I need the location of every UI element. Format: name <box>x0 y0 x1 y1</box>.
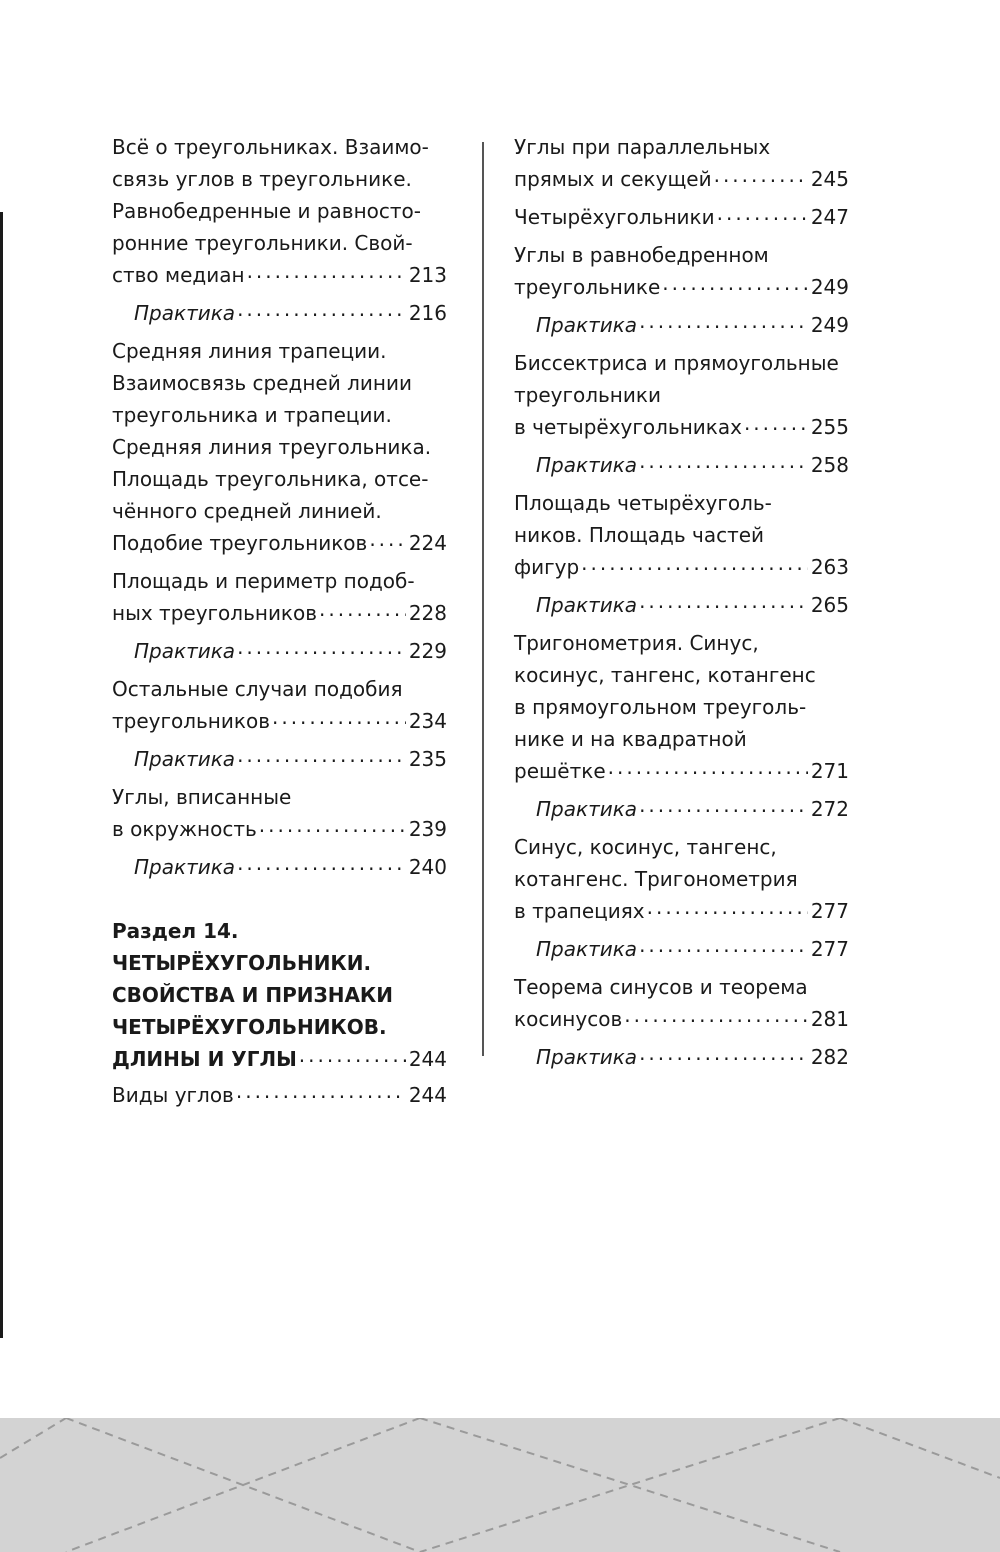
toc-entry-title-text: Остальные случаи подобия <box>112 677 403 701</box>
toc-entry-title-text: ство медиан <box>112 263 245 287</box>
toc-entry-title-text: Подобие треугольников <box>112 531 368 555</box>
toc-entry-title-text: связь углов в треугольнике. <box>112 167 412 191</box>
toc-entry-title-text: Практика <box>134 747 236 771</box>
toc-entry-line <box>112 1011 447 1043</box>
dot-leader <box>639 794 808 816</box>
toc-entry <box>112 565 447 629</box>
dot-leader <box>237 744 406 766</box>
toc-entry-line <box>112 1043 447 1075</box>
toc-page-number: 282 <box>810 1045 849 1069</box>
toc-page-number: 247 <box>810 205 849 229</box>
toc-page-number: 229 <box>408 639 447 663</box>
toc-entry-line <box>112 259 447 291</box>
toc-page-number: 244 <box>408 1083 447 1107</box>
toc-practice-entry <box>514 309 849 341</box>
toc-entry-line <box>112 335 447 367</box>
toc-entry <box>514 831 849 927</box>
toc-entry-title-text: котангенс. Тригонометрия <box>514 867 798 891</box>
dot-leader <box>237 298 406 320</box>
toc-entry-title-text: в четырёхугольниках <box>514 415 742 439</box>
dashed-crosshatch-pattern <box>0 1418 1000 1552</box>
toc-entry-title-text: Площадь четырёхуголь- <box>514 491 772 515</box>
toc-page-number: 277 <box>810 899 849 923</box>
toc-entry-title-text: Практика <box>134 855 236 879</box>
dot-leader <box>299 1044 406 1066</box>
toc-page-number: 244 <box>408 1047 447 1071</box>
toc-page-number: 245 <box>810 167 849 191</box>
toc-entry-title-text: прямых и секущей <box>514 167 712 191</box>
toc-entry <box>514 971 849 1035</box>
toc-entry-line <box>112 495 447 527</box>
dot-leader <box>259 814 406 836</box>
toc-entry-title-text: Практика <box>536 1045 638 1069</box>
toc-entry-line <box>112 979 447 1011</box>
toc-entry <box>514 487 849 583</box>
dot-leader <box>319 598 406 620</box>
dot-leader <box>639 450 808 472</box>
toc-entry <box>112 1079 447 1111</box>
toc-entry-line <box>514 379 849 411</box>
toc-page-number: 216 <box>408 301 447 325</box>
toc-entry-title-text: Углы, вписанные <box>112 785 292 809</box>
toc-entry-line <box>514 271 849 303</box>
toc-entry-line <box>514 487 849 519</box>
toc-entry-line <box>514 755 849 787</box>
toc-entry-title-text: в окружность <box>112 817 257 841</box>
toc-page-number: 281 <box>810 1007 849 1031</box>
toc-entry-title-text: ЧЕТЫРЁХУГОЛЬНИКОВ. <box>112 1015 387 1039</box>
dot-leader <box>247 260 406 282</box>
toc-entry-line <box>514 933 849 965</box>
toc-entry-title-text: Всё о треугольниках. Взаимо- <box>112 135 429 159</box>
toc-practice-entry <box>112 851 447 883</box>
toc-entry-line <box>514 793 849 825</box>
toc-entry-line <box>112 851 447 883</box>
binding-edge-rule <box>0 212 3 1338</box>
toc-page-number: 255 <box>810 415 849 439</box>
toc-entry-line <box>514 239 849 271</box>
dot-leader <box>639 934 808 956</box>
toc-entry-title-text: фигур <box>514 555 580 579</box>
toc-entry <box>112 781 447 845</box>
toc-page-number: 239 <box>408 817 447 841</box>
toc-entry-line <box>514 163 849 195</box>
toc-entry-title-text: Практика <box>536 453 638 477</box>
dot-leader <box>639 310 808 332</box>
toc-entry-line <box>514 309 849 341</box>
toc-entry-line <box>112 813 447 845</box>
toc-entry-line <box>112 227 447 259</box>
toc-entry-line <box>112 431 447 463</box>
toc-right-column <box>514 131 849 1079</box>
toc-entry-title-text: в трапециях <box>514 899 645 923</box>
toc-entry-title-text: ДЛИНЫ И УГЛЫ <box>112 1047 297 1071</box>
toc-entry-line <box>112 163 447 195</box>
toc-entry-line <box>514 691 849 723</box>
toc-entry-title-text: Равнобедренные и равносто- <box>112 199 421 223</box>
toc-entry <box>514 201 849 233</box>
toc-page-number: 249 <box>810 275 849 299</box>
toc-entry-title-text: Виды углов <box>112 1083 234 1107</box>
toc-entry-title-text: косинус, тангенс, котангенс <box>514 663 816 687</box>
dot-leader <box>236 1080 406 1102</box>
toc-entry-line <box>112 367 447 399</box>
toc-entry-line <box>112 947 447 979</box>
toc-entry-line <box>112 131 447 163</box>
toc-entry-title-text: Практика <box>536 797 638 821</box>
dot-leader <box>581 552 808 574</box>
toc-entry-title-text: Средняя линия треугольника. <box>112 435 432 459</box>
toc-entry-title-text: ронние треугольники. Свой- <box>112 231 413 255</box>
toc-page-number: 272 <box>810 797 849 821</box>
toc-entry-title-text: треугольнике <box>514 275 661 299</box>
dot-leader <box>714 164 808 186</box>
toc-entry <box>112 335 447 559</box>
toc-page-number: 277 <box>810 937 849 961</box>
toc-entry-line <box>514 723 849 755</box>
toc-entry-title-text: треугольники <box>514 383 661 407</box>
toc-entry-line <box>112 463 447 495</box>
toc-page-number: 258 <box>810 453 849 477</box>
toc-entry-line <box>112 297 447 329</box>
toc-entry-line <box>514 627 849 659</box>
footer-decorative-band <box>0 1418 1000 1552</box>
toc-entry <box>514 347 849 443</box>
toc-entry-title-text: Углы при параллельных <box>514 135 771 159</box>
toc-entry-line <box>112 781 447 813</box>
toc-practice-entry <box>514 793 849 825</box>
toc-entry-line <box>112 399 447 431</box>
dot-leader <box>744 412 808 434</box>
toc-practice-entry <box>514 449 849 481</box>
toc-page-number: 234 <box>408 709 447 733</box>
toc-page-number: 249 <box>810 313 849 337</box>
toc-entry-line <box>112 597 447 629</box>
toc-entry <box>514 627 849 787</box>
toc-entry-title-text: треугольника и трапеции. <box>112 403 392 427</box>
toc-entry-line <box>514 449 849 481</box>
toc-entry-title-text: треугольников <box>112 709 270 733</box>
toc-page-number: 224 <box>408 531 447 555</box>
toc-entry-title-text: Практика <box>134 639 236 663</box>
dot-leader <box>369 528 406 550</box>
toc-entry-line <box>514 411 849 443</box>
toc-entry-title-text: Четырёхугольники <box>514 205 715 229</box>
toc-entry-line <box>112 705 447 737</box>
toc-practice-entry <box>112 743 447 775</box>
toc-entry-title-text: Практика <box>536 593 638 617</box>
toc-entry-line <box>514 551 849 583</box>
dot-leader <box>639 590 808 612</box>
toc-entry-title-text: Площадь и периметр подоб- <box>112 569 415 593</box>
toc-page-number: 228 <box>408 601 447 625</box>
toc-entry-title-text: ных треугольников <box>112 601 318 625</box>
toc-page-number: 240 <box>408 855 447 879</box>
toc-entry-title-text: в прямоугольном треуголь- <box>514 695 807 719</box>
toc-entry-line <box>514 831 849 863</box>
toc-section-heading <box>112 915 447 1075</box>
dot-leader <box>717 202 808 224</box>
toc-entry-title-text: Взаимосвязь средней линии <box>112 371 412 395</box>
toc-entry-line <box>112 527 447 559</box>
toc-practice-entry <box>514 1041 849 1073</box>
toc-page-number: 213 <box>408 263 447 287</box>
toc-entry-line <box>514 895 849 927</box>
toc-entry-line <box>514 347 849 379</box>
toc-practice-entry <box>112 297 447 329</box>
toc-entry <box>514 131 849 195</box>
toc-entry-title-text: Синус, косинус, тангенс, <box>514 835 777 859</box>
toc-page-number: 235 <box>408 747 447 771</box>
toc-entry-line <box>112 915 447 947</box>
toc-entry-line <box>514 1003 849 1035</box>
toc-entry-title-text: Теорема синусов и теорема <box>514 975 808 999</box>
toc-page-number: 265 <box>810 593 849 617</box>
toc-practice-entry <box>514 933 849 965</box>
toc-entry-title-text: Практика <box>134 301 236 325</box>
toc-entry-line <box>112 743 447 775</box>
toc-entry-title-text: решётке <box>514 759 606 783</box>
toc-entry-line <box>112 565 447 597</box>
toc-entry-line <box>514 971 849 1003</box>
toc-entry-line <box>514 659 849 691</box>
toc-left-column <box>112 131 447 1117</box>
toc-page-number: 263 <box>810 555 849 579</box>
toc-practice-entry <box>514 589 849 621</box>
toc-entry-title-text: чённого средней линией. <box>112 499 382 523</box>
toc-entry-title-text: Средняя линия трапеции. <box>112 339 387 363</box>
toc-entry-line <box>514 1041 849 1073</box>
toc-entry-title-text: ников. Площадь частей <box>514 523 765 547</box>
toc-entry-line <box>514 863 849 895</box>
toc-entry <box>112 131 447 291</box>
dot-leader <box>639 1042 808 1064</box>
toc-entry-line <box>514 519 849 551</box>
toc-entry-line <box>514 589 849 621</box>
dot-leader <box>608 756 808 778</box>
toc-entry-title-text: Практика <box>536 313 638 337</box>
toc-entry-title-text: Раздел 14. <box>112 919 239 943</box>
toc-entry-line <box>112 673 447 705</box>
toc-entry <box>112 673 447 737</box>
dot-leader <box>662 272 808 294</box>
toc-entry-title-text: косинусов <box>514 1007 623 1031</box>
toc-entry-line <box>514 131 849 163</box>
toc-entry-title-text: Тригонометрия. Синус, <box>514 631 759 655</box>
dot-leader <box>624 1004 808 1026</box>
toc-entry-title-text: Углы в равнобедренном <box>514 243 769 267</box>
dot-leader <box>272 706 406 728</box>
toc-entry-line <box>112 195 447 227</box>
column-divider <box>482 142 484 1056</box>
toc-entry-title-text: Биссектриса и прямоугольные <box>514 351 839 375</box>
toc-entry-title-text: нике и на квадратной <box>514 727 747 751</box>
toc-page-number: 271 <box>810 759 849 783</box>
toc-entry-line <box>112 1079 447 1111</box>
toc-entry-title-text: ЧЕТЫРЁХУГОЛЬНИКИ. <box>112 951 372 975</box>
toc-practice-entry <box>112 635 447 667</box>
toc-entry-title-text: Площадь треугольника, отсе- <box>112 467 429 491</box>
toc-entry-title-text: Практика <box>536 937 638 961</box>
dot-leader <box>237 636 406 658</box>
toc-entry-title-text: СВОЙСТВА И ПРИЗНАКИ <box>112 983 394 1007</box>
dot-leader <box>237 852 406 874</box>
toc-entry <box>514 239 849 303</box>
dot-leader <box>647 896 808 918</box>
toc-entry-line <box>514 201 849 233</box>
toc-entry-line <box>112 635 447 667</box>
